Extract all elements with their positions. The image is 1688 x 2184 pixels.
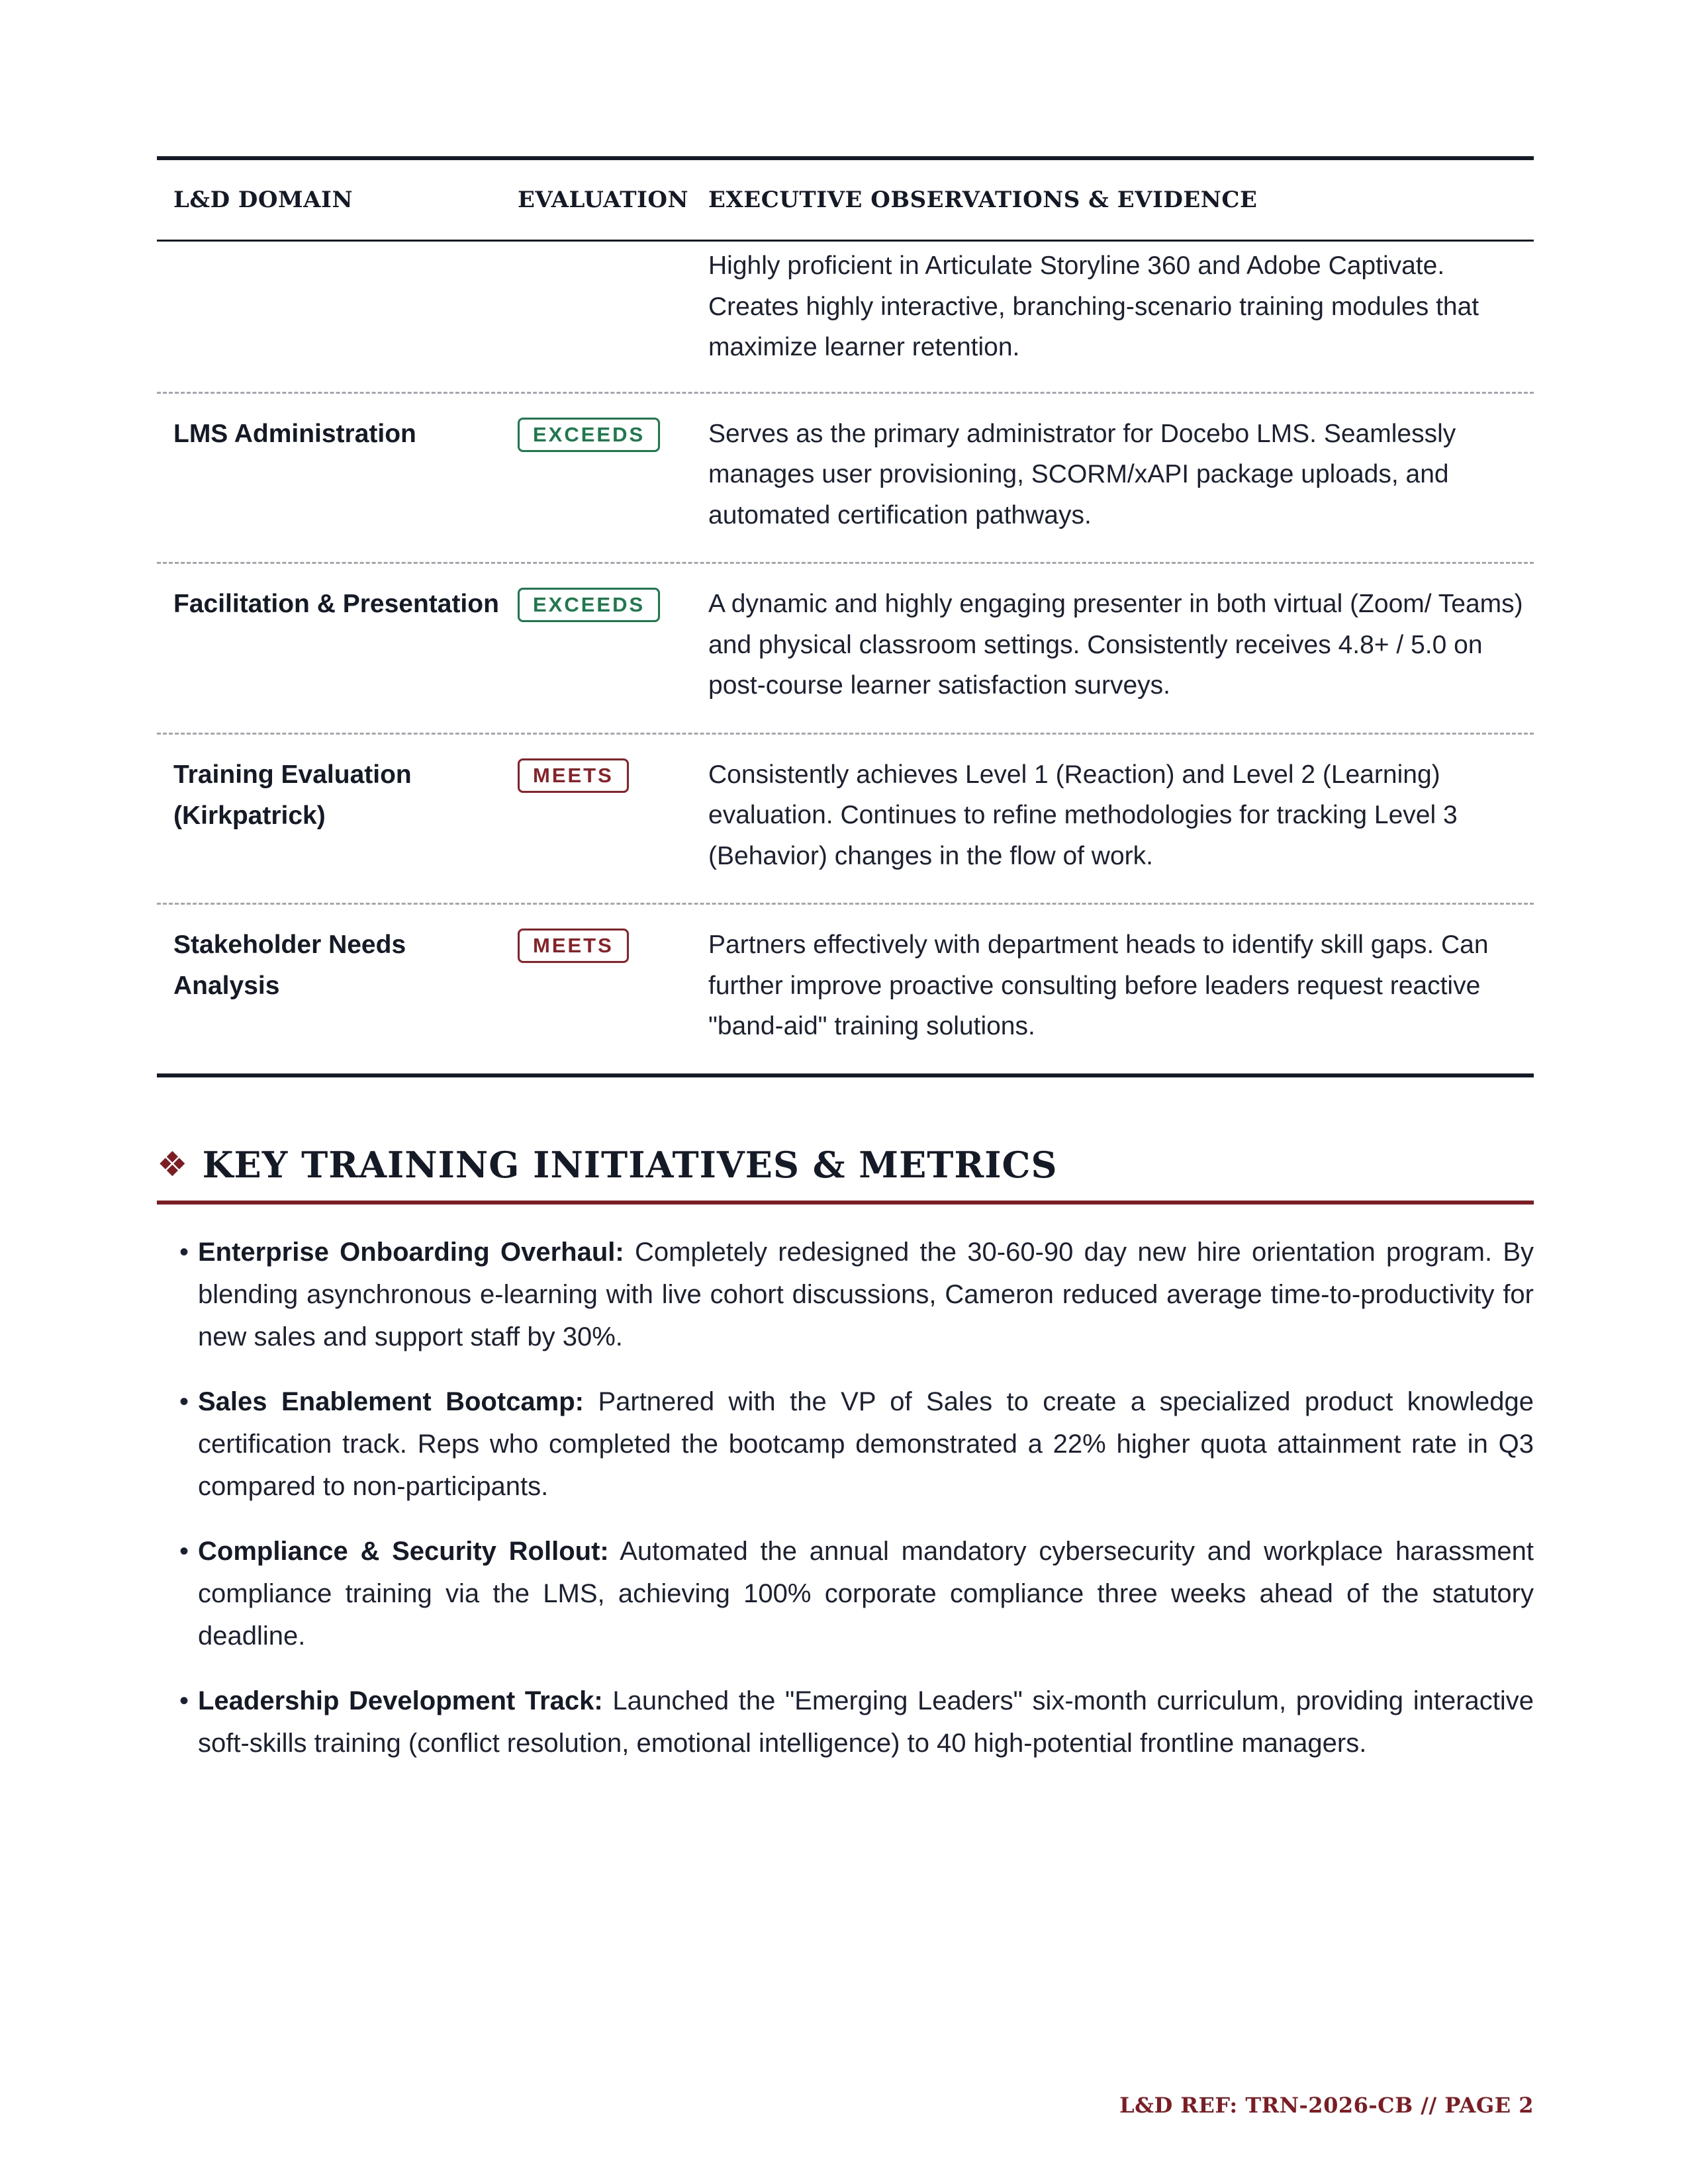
status-badge-exceeds: EXCEEDS bbox=[518, 418, 660, 452]
item-text: Completely redesigned the 30-60-90 day new hire orientation program. By blending asynchronous e-learning with live cohort discussions, Cameron reduced average time-to-productivity for new sales and support staff by 30%. bbox=[198, 1237, 1534, 1351]
header-domain: L&D DOMAIN bbox=[173, 187, 353, 213]
status-badge-meets: MEETS bbox=[518, 929, 629, 963]
row-domain: Facilitation & Presentation bbox=[173, 590, 499, 618]
item-lead: Leadership Development Track: bbox=[198, 1686, 603, 1715]
section-header bbox=[157, 1144, 1534, 1205]
table-row bbox=[157, 735, 1534, 905]
evaluation-table bbox=[157, 156, 1534, 1077]
row-evaluation bbox=[501, 735, 708, 819]
row-evaluation bbox=[501, 394, 708, 478]
bullet-icon: • bbox=[179, 1536, 189, 1566]
row-evaluation bbox=[501, 905, 708, 989]
list-item bbox=[157, 1680, 1534, 1764]
page-footer-reference: L&D REF: TRN-2026-CB // PAGE 2 bbox=[1119, 2093, 1534, 2118]
status-badge-meets: MEETS bbox=[518, 758, 629, 793]
item-lead: Enterprise Onboarding Overhaul: bbox=[198, 1237, 624, 1267]
row-evaluation bbox=[501, 564, 708, 649]
table-row bbox=[157, 905, 1534, 1073]
item-text: Partnered with the VP of Sales to create a specialized product knowledge certification track. Reps who completed the bootcamp demonstrated a 22% higher quota attainment rate in Q3 compared to non-participants. bbox=[198, 1387, 1534, 1501]
document-page bbox=[157, 156, 1534, 1787]
section-title: KEY TRAINING INITIATIVES & METRICS bbox=[202, 1143, 1058, 1186]
header-evaluation: EVALUATION bbox=[518, 187, 689, 213]
item-lead: Compliance & Security Rollout: bbox=[198, 1536, 609, 1566]
row-domain: LMS Administration bbox=[173, 419, 416, 448]
row-evaluation bbox=[501, 242, 708, 269]
header-observations: EXECUTIVE OBSERVATIONS & EVIDENCE bbox=[708, 187, 1258, 213]
status-badge-exceeds: EXCEEDS bbox=[518, 588, 660, 622]
table-row bbox=[157, 394, 1534, 565]
row-observation: Consistently achieves Level 1 (Reaction) and Level 2 (Learning) evaluation. Continues to refine methodologies for tracking Level 3 (Behavior) changes in the flow of work. bbox=[708, 760, 1458, 870]
bullet-icon: • bbox=[179, 1387, 189, 1416]
list-item bbox=[157, 1231, 1534, 1358]
table-row bbox=[157, 564, 1534, 735]
row-domain: Stakeholder Needs Analysis bbox=[173, 931, 406, 1000]
list-item bbox=[157, 1530, 1534, 1657]
row-observation: A dynamic and highly engaging presenter in both virtual (Zoom/ Teams) and physical classroom settings. Consistently receives 4.8+ / 5.0 on post-course learner satisfaction surveys. bbox=[708, 590, 1523, 700]
row-domain bbox=[157, 242, 501, 269]
initiatives-list bbox=[157, 1231, 1534, 1764]
item-text: Launched the "Emerging Leaders" six-month curriculum, providing interactive soft-skills training (conflict resolution, emotional intelligence) to 40 high-potential frontline managers. bbox=[198, 1686, 1534, 1758]
item-lead: Sales Enablement Bootcamp: bbox=[198, 1387, 585, 1416]
row-observation: Partners effectively with department heads to identify skill gaps. Can further improve proactive consulting before leaders request reactive "band-aid" training solutions. bbox=[708, 931, 1489, 1040]
row-domain: Training Evaluation (Kirkpatrick) bbox=[173, 760, 412, 830]
bullet-icon: • bbox=[179, 1686, 189, 1715]
item-text: Automated the annual mandatory cybersecurity and workplace harassment compliance training via the LMS, achieving 100% corporate compliance three weeks ahead of the statutory deadline. bbox=[198, 1536, 1534, 1651]
table-row bbox=[157, 242, 1534, 394]
list-item bbox=[157, 1381, 1534, 1508]
row-observation: Serves as the primary administrator for Docebo LMS. Seamlessly manages user provisioning, SCORM/xAPI package uploads, and automated certification pathways. bbox=[708, 419, 1456, 529]
row-observation: Highly proficient in Articulate Storyline 360 and Adobe Captivate. Creates highly interactive, branching-scenario training modules that maximize learner retention. bbox=[708, 251, 1479, 361]
table-header-row bbox=[157, 160, 1534, 242]
diamond-ornament-icon: ❖ bbox=[157, 1144, 188, 1185]
bullet-icon: • bbox=[179, 1237, 189, 1267]
